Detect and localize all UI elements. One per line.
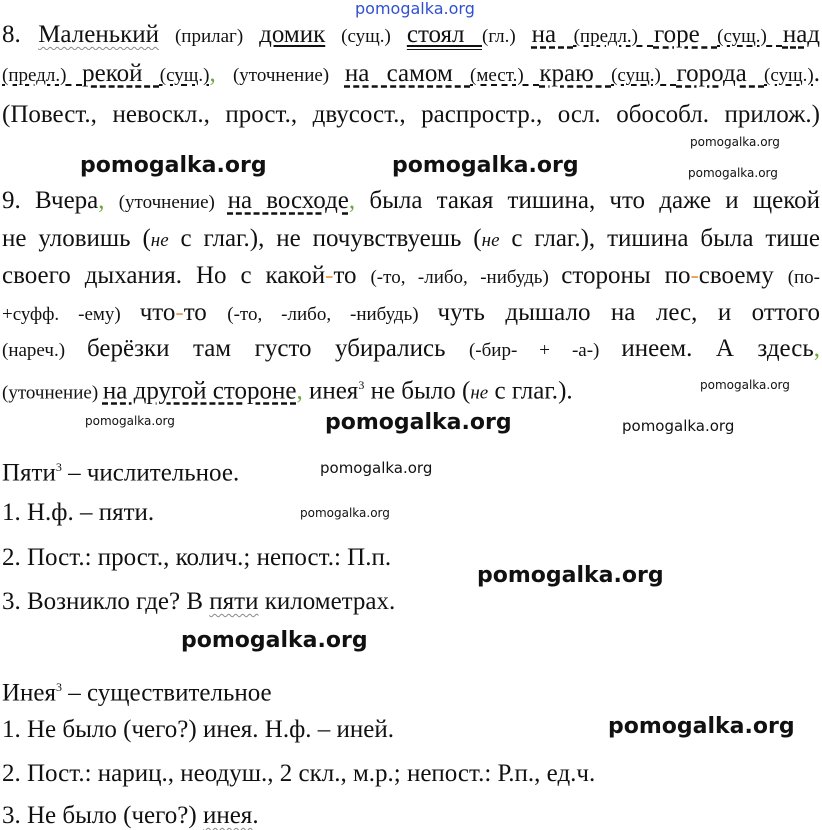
text-segment: (Повест., невоскл., прост., двусост., распростр., осл. обособл. прилож.) bbox=[2, 101, 820, 128]
text-segment: горе bbox=[653, 21, 718, 48]
watermark: pomogalka.org bbox=[320, 459, 433, 477]
text-segment: инеем. А здесь bbox=[621, 335, 814, 362]
text-segment: 3. Возникло где? В bbox=[2, 588, 210, 615]
text-segment: (предл.) bbox=[573, 26, 654, 47]
text-segment: ). bbox=[558, 377, 573, 405]
text-line bbox=[2, 20, 820, 50]
text-segment: своему bbox=[698, 262, 788, 289]
text-segment: 1. Н.ф. – пяти. bbox=[2, 499, 155, 526]
text-segment: 3 bbox=[55, 460, 62, 474]
text-segment: рекой bbox=[82, 60, 160, 87]
text-segment: , bbox=[98, 187, 119, 214]
text-segment: (сущ.) bbox=[325, 26, 407, 47]
text-segment: (гл.) bbox=[482, 26, 532, 47]
text-segment: (-то, -либо, -нибудь) bbox=[370, 267, 562, 288]
text-segment: (прилаг) bbox=[159, 26, 260, 47]
watermark-top: pomogalka.org bbox=[355, 0, 475, 18]
text-segment: стороны по bbox=[561, 262, 691, 289]
text-segment: своего дыхания. Но с какой bbox=[2, 262, 326, 289]
text-line bbox=[2, 59, 820, 89]
watermark: pomogalka.org bbox=[688, 166, 778, 180]
watermark: pomogalka.org bbox=[325, 410, 512, 435]
text-segment: километрах. bbox=[258, 588, 396, 615]
text-segment: 3 bbox=[358, 378, 365, 392]
text-segment: (уточнение) bbox=[2, 382, 103, 404]
text-segment: (уточнение) bbox=[118, 192, 228, 213]
text-line bbox=[2, 498, 154, 528]
text-segment: (мест.) bbox=[470, 65, 540, 86]
watermark: pomogalka.org bbox=[181, 628, 368, 653]
text-segment: берёзки там густо убирались bbox=[87, 335, 469, 362]
text-segment: Пяти bbox=[2, 459, 56, 487]
text-segment: города bbox=[676, 60, 765, 87]
text-segment: не было ( bbox=[364, 377, 471, 405]
text-line bbox=[2, 186, 820, 216]
text-segment: Инея bbox=[2, 679, 57, 707]
text-line bbox=[2, 452, 239, 488]
text-segment: , bbox=[209, 60, 233, 87]
text-line bbox=[2, 298, 820, 328]
watermark: pomogalka.org bbox=[477, 563, 664, 588]
text-segment: 3. Не было (чего?) bbox=[2, 802, 203, 829]
text-segment: - bbox=[325, 262, 334, 289]
text-segment: с глаг. bbox=[488, 377, 559, 405]
text-line bbox=[2, 370, 573, 408]
text-line bbox=[2, 224, 820, 254]
text-segment: (нареч.) bbox=[2, 340, 88, 361]
text-segment: на bbox=[531, 21, 574, 48]
text-segment: на другой стороне bbox=[102, 377, 297, 405]
text-segment: , bbox=[348, 187, 370, 214]
text-line bbox=[2, 759, 595, 789]
text-segment: 9. Вчера bbox=[2, 187, 99, 214]
text-segment: +суфф. -ему) bbox=[2, 304, 140, 325]
text-segment: с глаг. bbox=[499, 225, 581, 252]
text-segment: , bbox=[296, 377, 309, 405]
text-segment: что bbox=[139, 299, 176, 326]
watermark: pomogalka.org bbox=[85, 414, 175, 428]
text-line bbox=[2, 543, 391, 573]
text-segment: не bbox=[150, 230, 169, 251]
text-segment: 2. Пост.: нариц., неодуш., 2 скл., м.р.; непост.: Р.п., ед.ч. bbox=[2, 760, 596, 787]
text-segment: (-то, -либо, -нибудь) bbox=[227, 304, 438, 325]
text-segment: на восходе bbox=[227, 187, 349, 214]
text-segment: 2. Пост.: прост., колич.; непост.: П.п. bbox=[2, 544, 392, 571]
text-segment: краю bbox=[539, 60, 612, 87]
text-segment: – числительное. bbox=[61, 459, 240, 487]
watermark: pomogalka.org bbox=[690, 135, 780, 149]
text-segment: то bbox=[333, 262, 371, 289]
text-segment: была такая тишина, что даже и щекой bbox=[369, 187, 820, 214]
text-segment: не уловишь ( bbox=[2, 225, 151, 252]
text-segment: - bbox=[690, 262, 699, 289]
text-segment: (сущ.) bbox=[717, 26, 783, 47]
text-segment: (сущ.) bbox=[611, 65, 677, 86]
text-line bbox=[2, 587, 395, 617]
text-segment: - bbox=[175, 299, 184, 326]
watermark: pomogalka.org bbox=[608, 714, 795, 739]
text-segment: ), не почувствуешь ( bbox=[249, 225, 482, 252]
text-segment: чуть дышало на лес, и оттого bbox=[437, 299, 820, 326]
text-segment: (предл.) bbox=[2, 65, 83, 86]
watermark: pomogalka.org bbox=[80, 153, 267, 178]
watermark: pomogalka.org bbox=[300, 506, 390, 520]
text-segment: не bbox=[470, 382, 489, 404]
text-segment: (сущ.) bbox=[159, 65, 210, 86]
text-segment: (уточнение) bbox=[232, 65, 345, 86]
text-line bbox=[2, 801, 259, 830]
text-segment: – существительное bbox=[62, 679, 272, 707]
text-segment: на самом bbox=[344, 60, 471, 87]
text-segment: с глаг. bbox=[168, 225, 250, 252]
text-line bbox=[2, 672, 272, 708]
text-segment: ), тишина была тише bbox=[580, 225, 820, 252]
text-segment: над bbox=[782, 21, 820, 48]
text-segment: (по- bbox=[787, 267, 820, 288]
text-segment: не bbox=[481, 230, 500, 251]
text-line bbox=[2, 261, 820, 291]
text-segment: инея bbox=[308, 377, 359, 405]
text-segment: 3 bbox=[56, 680, 63, 694]
text-segment: Маленький bbox=[38, 21, 160, 48]
text-segment: . bbox=[252, 802, 259, 829]
watermark: pomogalka.org bbox=[392, 153, 579, 178]
text-segment: 1. Не было (чего?) инея. Н.ф. – иней. bbox=[2, 716, 395, 743]
text-segment: инея bbox=[202, 802, 253, 829]
text-line bbox=[2, 334, 820, 364]
text-segment: (сущ.) bbox=[764, 65, 814, 86]
text-segment: (-бир- + -а-) bbox=[468, 340, 622, 361]
watermark: pomogalka.org bbox=[622, 417, 735, 435]
text-segment: . bbox=[813, 60, 820, 87]
text-segment: стоял bbox=[406, 21, 482, 48]
text-line bbox=[2, 715, 394, 745]
text-segment: 8. bbox=[2, 21, 39, 48]
watermark: pomogalka.org bbox=[700, 378, 790, 392]
text-segment: , bbox=[813, 335, 820, 362]
text-segment: домик bbox=[259, 21, 326, 48]
text-line bbox=[2, 100, 820, 130]
text-segment: пяти bbox=[209, 588, 259, 615]
text-segment: то bbox=[183, 299, 228, 326]
